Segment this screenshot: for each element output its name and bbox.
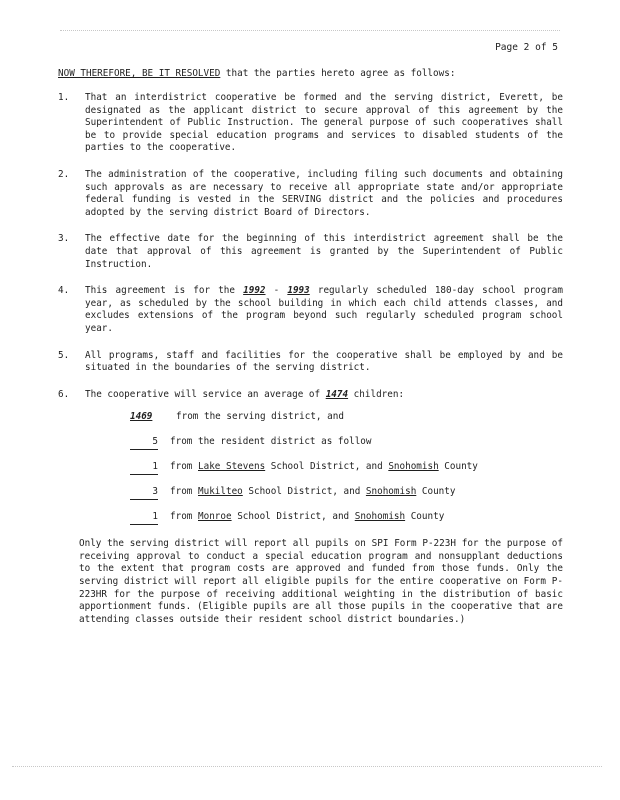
district-row	[58, 461, 563, 486]
clause-1	[58, 92, 563, 155]
district-mid: School District, and	[242, 486, 366, 498]
county-label: County	[405, 511, 445, 523]
school-year-end: 1993	[287, 285, 310, 297]
resolution-intro-text: that the parties hereto agree as follows:	[220, 68, 456, 79]
clause-number: 4.	[58, 285, 70, 297]
clause-number: 1.	[58, 92, 70, 103]
from-label: from	[170, 511, 198, 523]
district-mid: School District, and	[231, 511, 355, 523]
clause-number: 2.	[58, 168, 70, 180]
clause-number: 3.	[58, 233, 70, 245]
serving-district-row	[58, 411, 563, 436]
district-count: 1	[130, 461, 158, 475]
agreement-body	[58, 92, 563, 626]
resident-district-row	[58, 436, 563, 461]
clause-4	[58, 285, 563, 335]
district-name: Lake Stevens	[198, 461, 266, 473]
resident-text: from the resident district as follow	[170, 436, 372, 448]
page-number: Page 2 of 5	[495, 42, 558, 53]
clause-text: The effective date for the beginning of this interdistrict agreement shall be the date that approval of this agreement is granted by the Superintendent of Public Instruction.	[85, 233, 563, 270]
county-name: Snohomish	[354, 511, 406, 523]
resident-count: 5	[130, 436, 158, 450]
serving-count: 1469	[130, 411, 153, 423]
district-name: Mukilteo	[198, 486, 243, 498]
county-name: Snohomish	[388, 461, 439, 473]
clause-number: 6.	[58, 388, 70, 400]
district-count: 3	[130, 486, 158, 500]
from-label: from	[170, 461, 198, 473]
district-row	[58, 486, 563, 511]
from-label: from	[170, 486, 198, 498]
clause-text: All programs, staff and facilities for the cooperative shall be employed by and be situated in the boundaries of the serving district.	[85, 349, 563, 374]
clause-text: The administration of the cooperative, including filing such documents and obtaining such approvals as are necessary to receive all appropriate state and/or appropriate federal funding is vested in the SERVING district and the policies and procedures adopted by the serving district Board of Directors.	[85, 168, 563, 218]
top-scan-line	[60, 30, 560, 32]
clause-text-pre: The cooperative will service an average of	[85, 388, 326, 400]
resolution-lead: NOW THEREFORE, BE IT RESOLVED	[58, 68, 221, 79]
clause-5	[58, 350, 563, 375]
clause-6	[58, 389, 563, 402]
county-name: Snohomish	[365, 486, 417, 498]
reporting-note: Only the serving district will report all pupils on SPI Form P-223H for the purpose of receiving approval to conduct a special education program and nonsupplant deductions to the extent that program costs are approved and funded from those funds. Only the serving district will report all eligible pupils for the entire cooperative on Form P-223HR for the purpose of receiving additional weighting in the distribution of basic apportionment funds. (Eligible pupils are all those pupils in the cooperative that are attending classes outside their resident school district boundaries.)	[79, 538, 563, 625]
county-label: County	[416, 486, 456, 498]
resolution-intro	[58, 68, 563, 81]
serving-text: from the serving district, and	[176, 411, 344, 423]
district-row	[58, 511, 563, 536]
clause-text: That an interdistrict cooperative be formed and the serving district, Everett, be designated as the applicant district to secure approval of this agreement by the Superintendent of Public Instruction. The general purpose of such cooperatives shall be to provide special education programs and services to disabled students of the parties to the cooperative.	[85, 92, 563, 154]
year-separator: -	[265, 285, 288, 297]
clause-text-pre: This agreement is for the	[85, 285, 244, 297]
clause-text-post: children:	[348, 388, 405, 400]
district-mid: School District, and	[265, 461, 389, 473]
school-year-start: 1992	[243, 285, 266, 297]
children-count: 1474	[325, 388, 349, 400]
clause-number: 5.	[58, 349, 70, 361]
district-distribution	[58, 411, 563, 536]
district-count: 1	[130, 511, 158, 525]
clause-2	[58, 169, 563, 219]
clause-3	[58, 233, 563, 271]
bottom-scan-line	[12, 766, 602, 768]
clause-text-post: regularly scheduled 180-day school program year, as scheduled by the school building in which each child attends classes, and excludes extensions of the program beyond such regularly scheduled program school year.	[85, 285, 563, 334]
county-label: County	[438, 461, 478, 473]
district-name: Monroe	[198, 511, 232, 523]
